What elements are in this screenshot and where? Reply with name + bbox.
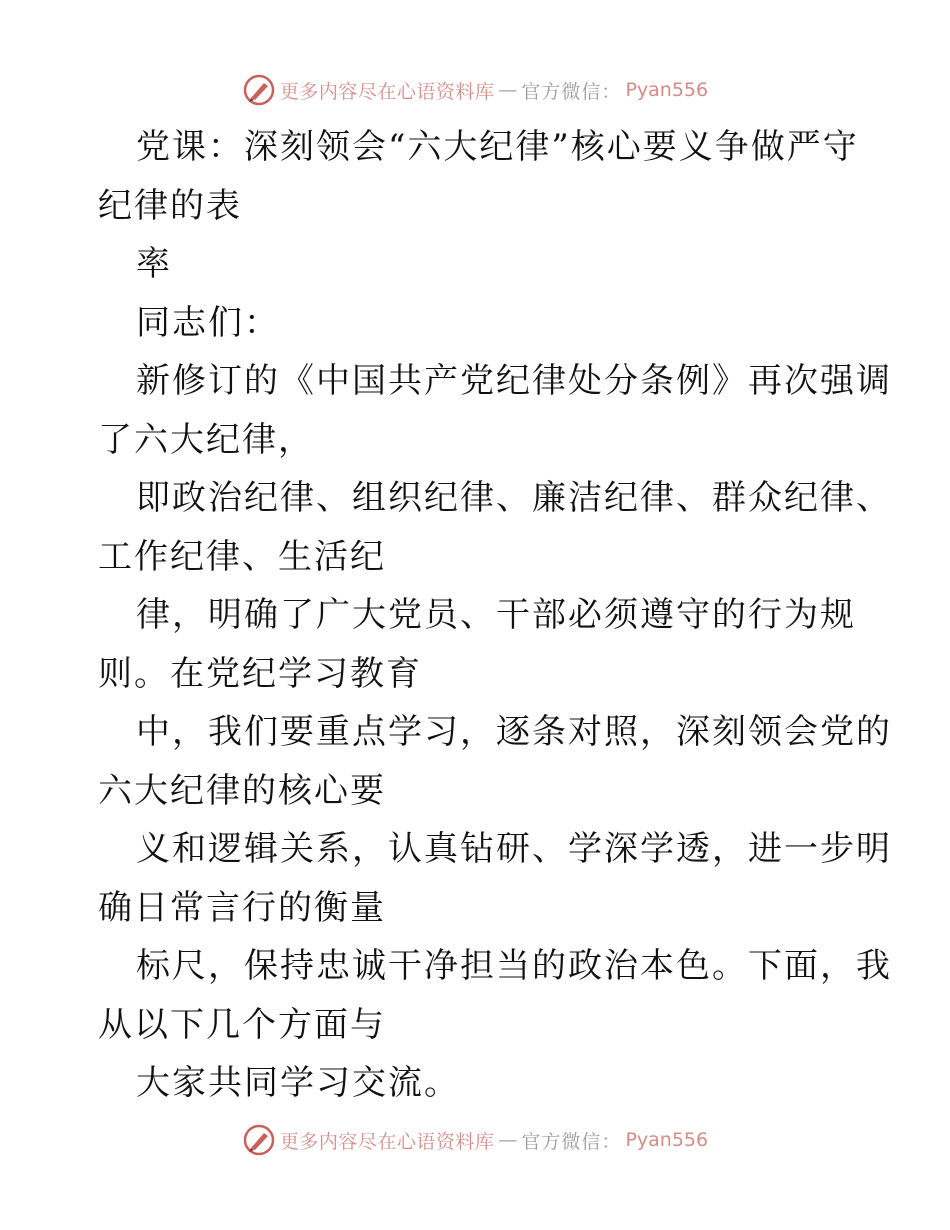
watermark-separator: — (498, 1129, 518, 1151)
text-line: 同志们： (136, 302, 280, 343)
watermark-label: 官方微信： (521, 80, 622, 103)
watermark-text: 更多内容尽在心语资料库 (279, 1130, 495, 1153)
text-line: 中，我们要重点学习，逐条对照，深刻领会党的 (136, 712, 892, 752)
text-line: 纪律的表 (98, 185, 242, 226)
text-line: 了六大纪律， (98, 419, 314, 460)
text-line: 党课：深刻领会“六大纪律”核心要义争做严守 (136, 127, 859, 167)
text-line: 率 (136, 244, 172, 284)
header-watermark (0, 70, 950, 110)
watermark-label: 官方微信： (521, 1130, 622, 1153)
text-line: 确日常言行的衡量 (98, 887, 386, 928)
text-line: 新修订的《中国共产党纪律处分条例》再次强调 (136, 361, 892, 401)
text-line: 义和逻辑关系，认真钻研、学深学透，进一步明 (136, 829, 892, 869)
watermark-id: Pyan556 (625, 79, 709, 101)
text-line: 即政治纪律、组织纪律、廉洁纪律、群众纪律、 (136, 478, 892, 518)
text-line: 大家共同学习交流。 (136, 1063, 460, 1103)
text-line: 工作纪律、生活纪 (98, 536, 386, 577)
text-line: 律，明确了广大党员、干部必须遵守的行为规 (136, 595, 856, 635)
document-body (98, 118, 892, 1113)
watermark-text: 更多内容尽在心语资料库 (279, 80, 495, 103)
text-line: 从以下几个方面与 (98, 1004, 386, 1045)
text-line: 六大纪律的核心要 (98, 770, 386, 811)
footer-watermark (0, 1120, 950, 1160)
text-line: 则。在党纪学习教育 (98, 653, 422, 694)
pen-logo-icon (242, 1123, 276, 1157)
watermark-separator: — (498, 79, 518, 101)
text-line: 标尺，保持忠诚干净担当的政治本色。下面，我 (136, 946, 892, 986)
watermark-id: Pyan556 (625, 1129, 709, 1151)
pen-logo-icon (242, 73, 276, 107)
